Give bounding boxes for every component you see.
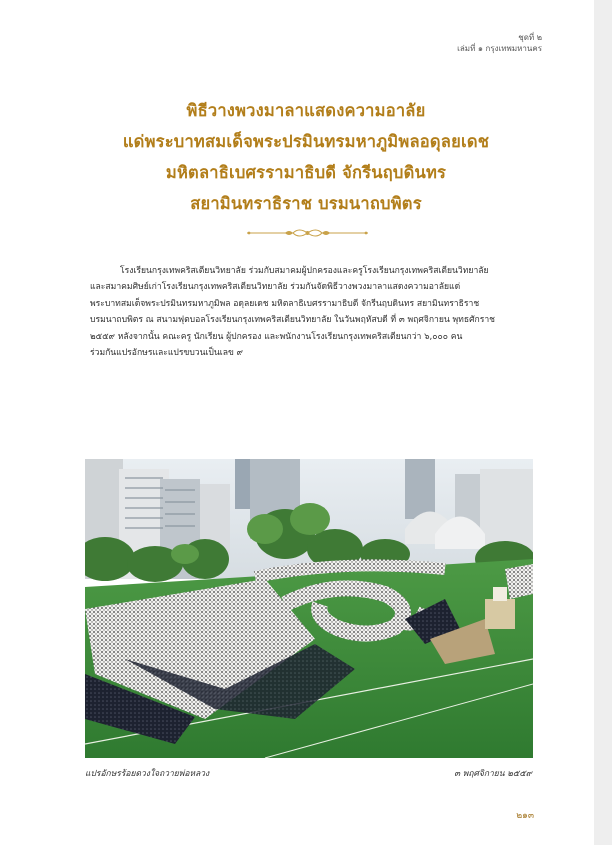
photo-caption: แปรอักษรร้อยดวงใจถวายพ่อหลวง [85, 769, 210, 779]
ceremony-photo-image [85, 459, 533, 758]
header-volume: ชุดที่ ๒ [518, 33, 542, 42]
body-line-4: บรมนาถบพิตร ณ สนามฟุตบอลโรงเรียนกรุงเทพคริสเตียนวิทยาลัย ในวันพฤหัสบดี ที่ ๓ พฤศจิกายน พุทธศักราช [90, 315, 496, 326]
title-line-2: แด่พระบาทสมเด็จพระปรมินทรมหาภูมิพลอดุลยเดช [122, 132, 490, 151]
title-line-4: สยามินทราธิราช บรมนาถบพิตร [190, 194, 422, 213]
photo-date: ๓ พฤศจิกายน ๒๕๕๙ [454, 769, 532, 779]
running-header [457, 32, 542, 54]
body-line-5: ๒๕๕๙ หลังจากนั้น คณะครู นักเรียน ผู้ปกครอง และพนักงานโรงเรียนกรุงเทพคริสเตียนกว่า ๖,๐๐๐ คน [90, 331, 463, 342]
body-line-2: และสมาคมศิษย์เก่าโรงเรียนกรุงเทพคริสเตียนวิทยาลัย ร่วมกันจัดพิธีวางพวงมาลาแสดงความอาลัยแด่ [90, 282, 461, 293]
body-line-1: โรงเรียนกรุงเทพคริสเตียนวิทยาลัย ร่วมกับสมาคมผู้ปกครองและครูโรงเรียนกรุงเทพคริสเตียนวิทยาลัย [120, 266, 489, 276]
ornament-divider-icon [245, 226, 370, 240]
page-title [0, 95, 612, 219]
page-number: ๒๑๓ [516, 811, 534, 821]
ceremony-photo [85, 459, 533, 758]
title-line-1: พิธีวางพวงมาลาแสดงความอาลัย [186, 101, 426, 120]
body-line-6: ร่วมกันแปรอักษรและแปรขบวนเป็นเลข ๙ [90, 348, 243, 359]
title-line-3: มหิตลาธิเบศรรามาธิบดี จักรีนฤบดินทร [165, 163, 447, 182]
header-book: เล่มที่ ๑ กรุงเทพมหานคร [457, 44, 542, 53]
body-line-3: พระบาทสมเด็จพระปรมินทรมหาภูมิพล อดุลยเดช มหิตลาธิเบศรรามาธิบดี จักรีนฤบดินทร สยามินทราธิราช [90, 298, 480, 309]
body-paragraph [90, 263, 530, 361]
